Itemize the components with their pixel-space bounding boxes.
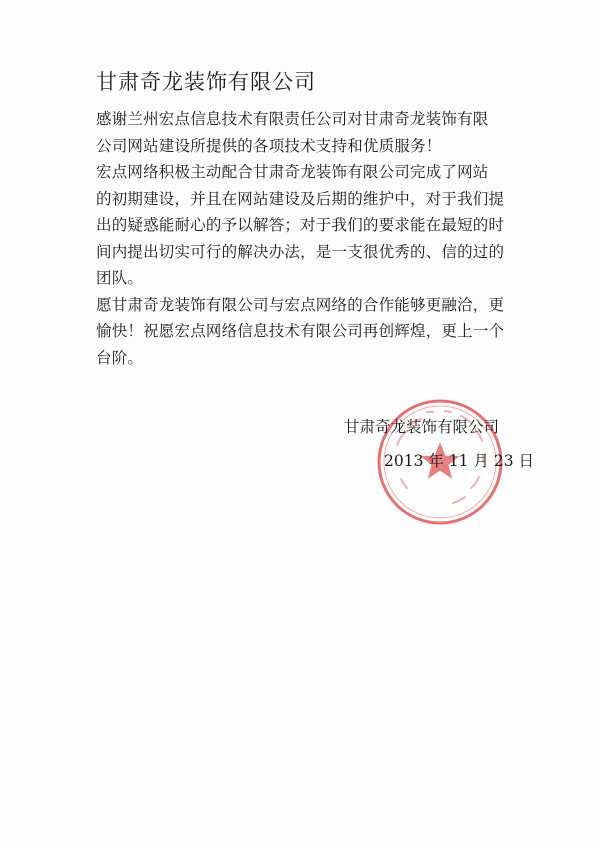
body-line: 台阶。 (96, 348, 144, 367)
body-line: 愉快！祝愿宏点网络信息技术有限公司再创辉煌，更上一个 (96, 322, 505, 340)
signature-date: 2013 年 11 月 23 日 (384, 452, 535, 470)
body-line: 公司网站建设所提供的各项技术支持和优质服务！ (96, 136, 442, 155)
signature-company: 甘肃奇龙装饰有限公司 (344, 418, 500, 436)
body-line: 出的疑惑能耐心的予以解答；对于我们的要求能在最短的时 (96, 216, 505, 234)
body-line: 团队。 (96, 269, 144, 287)
body-line: 间内提出切实可行的解决办法，是一支很优秀的、信的过的 (96, 242, 505, 261)
body-line: 感谢兰州宏点信息技术有限责任公司对甘肃奇龙装饰有限 (96, 110, 489, 128)
letter-body (96, 106, 526, 371)
body-line: 的初期建设，并且在网站建设及后期的维护中，对于我们提 (96, 189, 505, 208)
body-line: 宏点网络积极主动配合甘肃奇龙装饰有限公司完成了网站 (96, 163, 489, 181)
letter-heading: 甘肃奇龙装饰有限公司 (96, 70, 316, 94)
body-line: 愿甘肃奇龙装饰有限公司与宏点网络的合作能够更融洽，更 (96, 295, 505, 314)
